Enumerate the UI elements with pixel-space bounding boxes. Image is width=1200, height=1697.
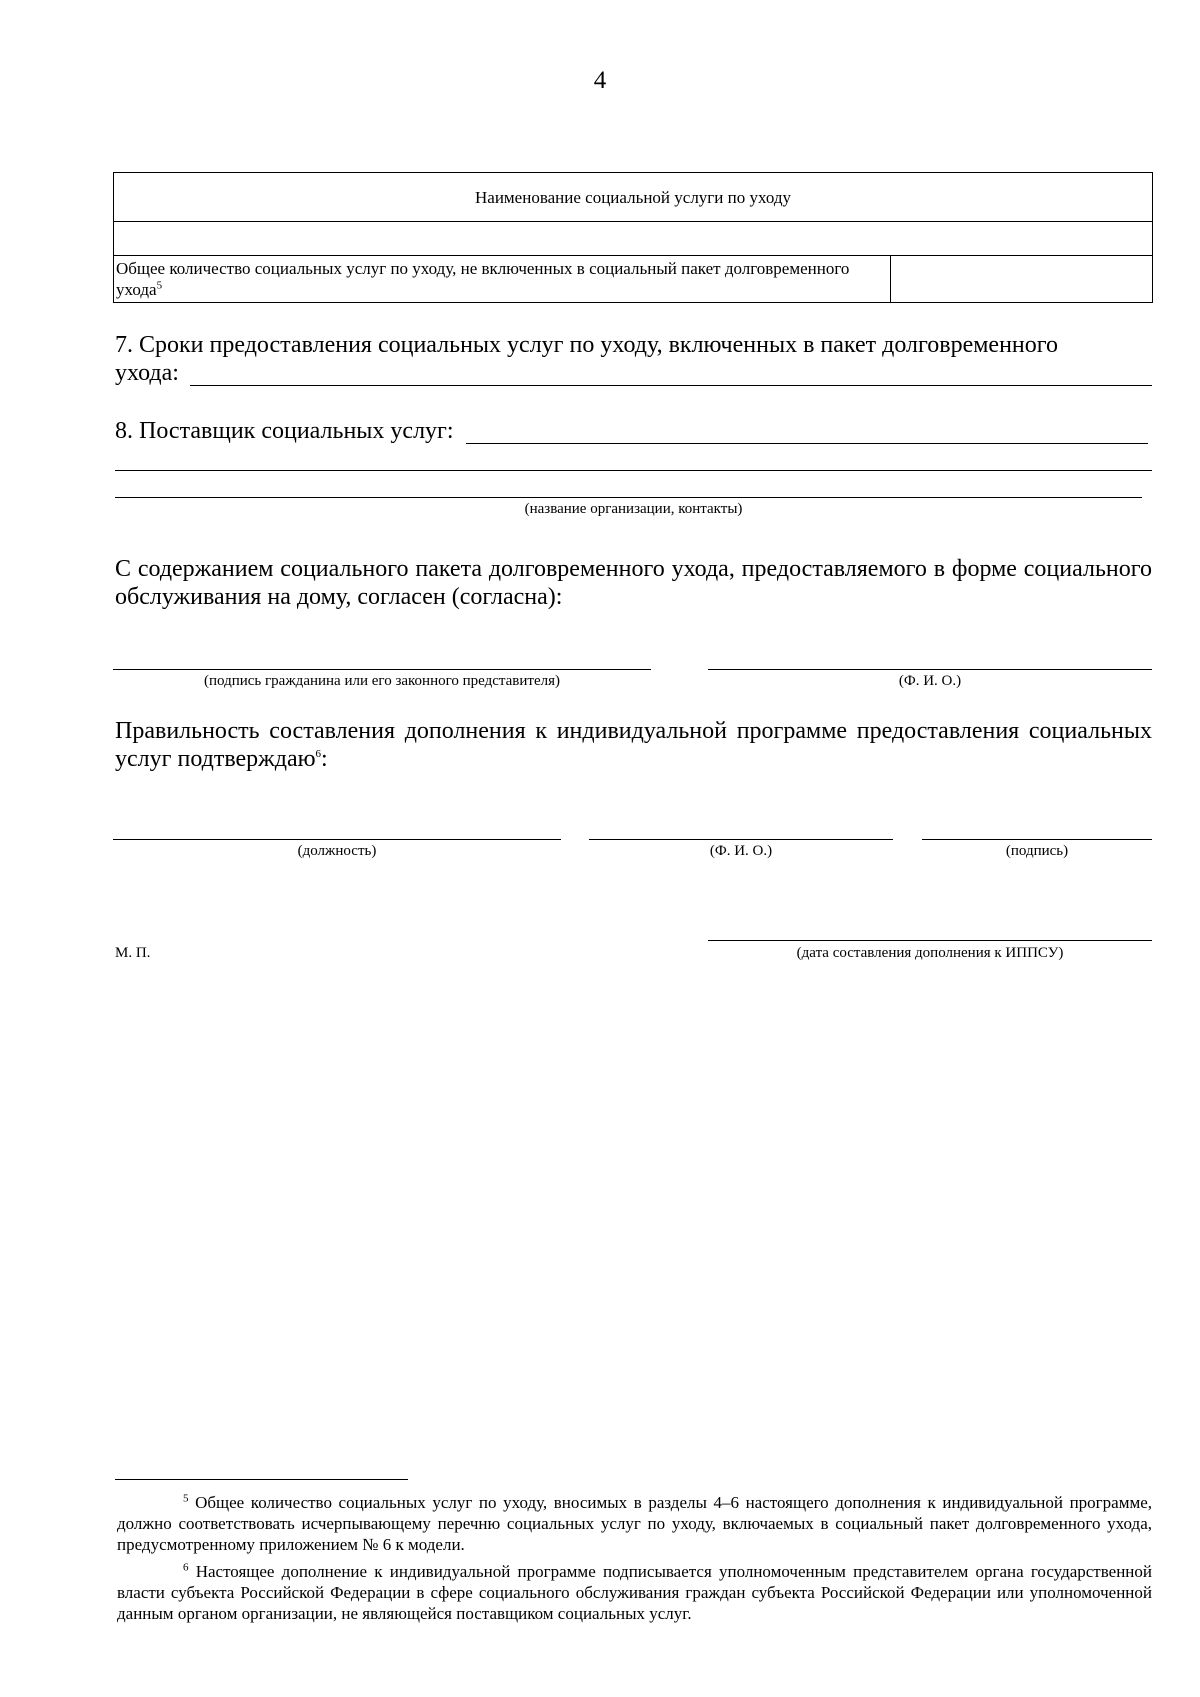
official-signature-line[interactable] bbox=[922, 839, 1152, 840]
footnote-5-number: 5 bbox=[183, 1492, 189, 1505]
section-8-label: 8. Поставщик социальных услуг: bbox=[115, 418, 454, 444]
services-table bbox=[113, 172, 1153, 303]
section-7-line1: 7. Сроки предоставления социальных услуг по уходу, включенных в пакет долговременного bbox=[115, 332, 1058, 358]
footnote-ref-5: 5 bbox=[156, 279, 163, 292]
citizen-fio-caption: (Ф. И. О.) bbox=[898, 673, 962, 689]
official-fio-caption: (Ф. И. О.) bbox=[709, 843, 773, 859]
provider-caption: (название организации, контакты) bbox=[524, 501, 743, 517]
footnote-ref-6: 6 bbox=[315, 748, 322, 760]
footnote-5: $^5$ Общее количество социальных услуг по уходу, вносимых в разделы 4–6 настоящего дополнения к индивидуальной программе, должно соответствовать исчерпывающему перечню социальных услуг по уходу, включаемых в социальный пакет долговременного ухода, предусмотренному приложением № 6 к модели. bbox=[117, 1492, 1153, 1554]
table-header: Наименование социальной услуги по уходу bbox=[114, 173, 1153, 222]
confirmation-text: Правильность составления дополнения к индивидуальной программе предоставления социальных услуг подтверждаю$^6$: bbox=[115, 718, 1152, 772]
page-number: 4 bbox=[593, 67, 607, 94]
table-empty-row bbox=[114, 222, 1153, 256]
citizen-signature-caption: (подпись гражданина или его законного представителя) bbox=[203, 673, 561, 689]
official-fio-line[interactable] bbox=[589, 839, 893, 840]
section-7-fill-line[interactable] bbox=[190, 385, 1152, 386]
provider-fill-line-2[interactable] bbox=[115, 470, 1152, 471]
citizen-signature-line[interactable] bbox=[113, 669, 651, 670]
provider-fill-line-1[interactable] bbox=[466, 443, 1148, 444]
position-line[interactable] bbox=[113, 839, 561, 840]
footnote-6: $^6$ Настоящее дополнение к индивидуальной программе подписывается уполномоченным представителем органа государственной власти субъекта Российской Федерации в сфере социального обслуживания граждан субъекта Российской Федерации или уполномоченной данным органом организации, не являющейся поставщиком социальных услуг. bbox=[117, 1561, 1153, 1623]
stamp-place-label: М. П. bbox=[115, 945, 151, 961]
section-7-line2: ухода: bbox=[115, 360, 179, 386]
date-caption: (дата составления дополнения к ИППСУ) bbox=[796, 945, 1064, 961]
provider-fill-line-3[interactable] bbox=[115, 497, 1142, 498]
total-count-value[interactable] bbox=[891, 256, 1153, 303]
date-line[interactable] bbox=[708, 940, 1152, 941]
footnote-6-number: 6 bbox=[183, 1561, 189, 1574]
citizen-fio-line[interactable] bbox=[708, 669, 1152, 670]
total-count-label: Общее количество социальных услуг по уходу, не включенных в социальный пакет долговременного ухода$^5$ bbox=[114, 256, 891, 303]
agreement-text: С содержанием социального пакета долговременного ухода, предоставляемого в форме социального обслуживания на дому, согласен (согласна): bbox=[115, 556, 1152, 610]
footnote-separator bbox=[115, 1479, 408, 1480]
official-signature-caption: (подпись) bbox=[1005, 843, 1069, 859]
position-caption: (должность) bbox=[297, 843, 377, 859]
